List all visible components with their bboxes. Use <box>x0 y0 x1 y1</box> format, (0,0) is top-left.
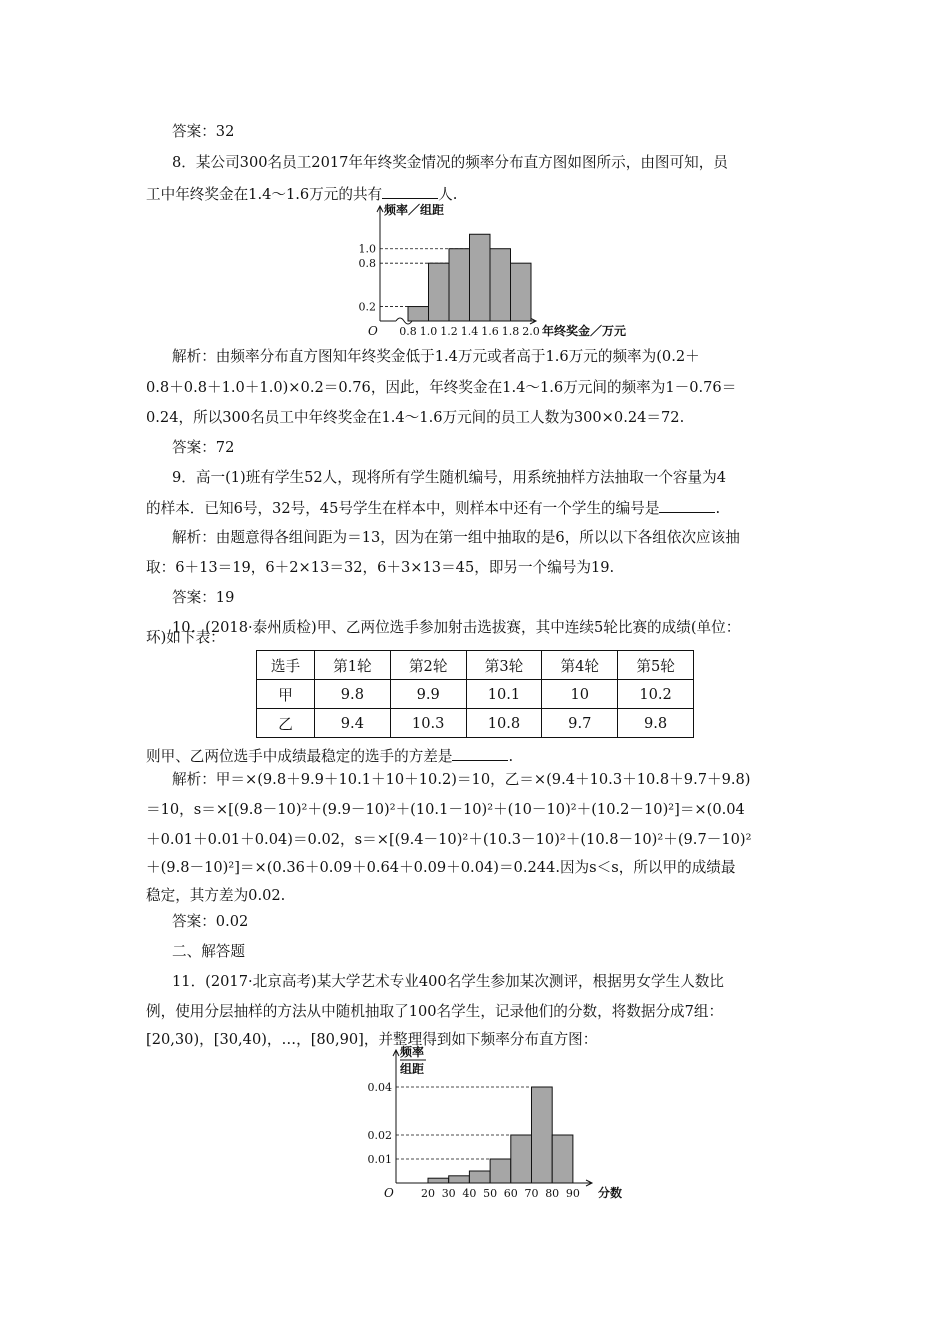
x-tick-label: 90 <box>565 1187 580 1200</box>
histogram-bar <box>511 1135 532 1183</box>
x-axis-title: 年终奖金／万元 <box>542 324 627 338</box>
histogram-bar <box>428 1178 449 1183</box>
solution-8-line-3: 0.24，所以300名员工中年终奖金在1.4～1.6万元间的员工人数为300×0.24＝72. <box>146 409 685 426</box>
x-tick-label: 20 <box>421 1187 435 1200</box>
question-10-line-3: 则甲、乙两位选手中成绩最稳定的选手的方差是 . <box>146 748 514 765</box>
question-10-line-1: 10．(2018·泰州质检)甲、乙两位选手参加射击选拔赛，其中连续5轮比赛的成绩(单位： <box>172 619 741 636</box>
origin-label: O <box>384 1186 394 1200</box>
table-row <box>257 680 694 709</box>
table-cell: 9.8 <box>618 709 694 738</box>
x-tick-label: 1.4 <box>460 325 479 338</box>
table-cell: 9.9 <box>390 680 466 709</box>
question-8-line-1: 8．某公司300名员工2017年年终奖金情况的频率分布直方图如图所示，由图可知，员 <box>172 154 728 171</box>
solution-10-line-2: ＝10，s＝×[(9.8－10)²＋(9.9－10)²＋(10.1－10)²＋(10－10)²＋(10.2－10)²]＝×(0.04 <box>146 801 745 818</box>
solution-10-line-1: 解析：甲＝×(9.8＋9.9＋10.1＋10＋10.2)＝10，乙＝×(9.4＋10.3＋10.8＋9.7＋9.8) <box>172 771 751 788</box>
histogram-bar <box>532 1087 553 1183</box>
table-cell: 9.4 <box>314 709 390 738</box>
answer-blank <box>452 746 508 761</box>
histogram-bar <box>490 1159 511 1183</box>
table-row <box>257 709 694 738</box>
score-table <box>256 650 694 738</box>
answer-blank <box>659 498 715 513</box>
y-axis-title: 频率／组距 <box>384 203 445 217</box>
x-tick-label: 30 <box>441 1187 456 1200</box>
y-tick-label: 0.02 <box>367 1129 392 1142</box>
table-cell: 10.3 <box>390 709 466 738</box>
question-11-line-1: 11．(2017·北京高考)某大学艺术专业400名学生参加某次测评，根据男女学生人数比 <box>172 973 724 990</box>
x-tick-label: 1.6 <box>481 325 499 338</box>
solution-10-line-5: 稳定，其方差为0.02. <box>146 887 286 904</box>
y-tick-label: 0.8 <box>358 257 376 271</box>
x-tick-label: 2.0 <box>522 325 540 338</box>
histogram-bar <box>490 249 511 321</box>
question-11-line-3: [20,30)，[30,40)，…，[80,90]，并整理得到如下频率分布直方图： <box>146 1031 598 1048</box>
question-9-line-2: 的样本．已知6号，32号，45号学生在样本中，则样本中还有一个学生的编号是 . <box>146 500 721 517</box>
table-cell: 9.8 <box>314 680 390 709</box>
section-heading-2: 二、解答题 <box>172 943 245 960</box>
x-tick-label: 1.0 <box>419 325 438 338</box>
table-cell: 乙 <box>257 709 315 738</box>
table-cell: 10 <box>542 680 618 709</box>
x-tick-label: 80 <box>545 1187 560 1200</box>
histogram-year-end-bonus <box>360 202 660 342</box>
answer-7: 答案：32 <box>172 123 235 140</box>
x-tick-label: 70 <box>524 1187 539 1200</box>
table-cell: 10.2 <box>618 680 694 709</box>
y-tick-label: 1.0 <box>358 242 376 256</box>
histogram-bar <box>552 1135 573 1183</box>
question-9-line-1: 9．高一(1)班有学生52人，现将所有学生随机编号，用系统抽样方法抽取一个容量为4 <box>172 469 727 486</box>
question-11-line-2: 例，使用分层抽样的方法从中随机抽取了100名学生，记录他们的分数，将数据分成7组： <box>146 1003 724 1020</box>
solution-10-line-3: ＋0.01＋0.01＋0.04)＝0.02，s＝×[(9.4－10)²＋(10.3－10)²＋(10.8－10)²＋(9.7－10)² <box>146 831 752 848</box>
question-8-line-2: 工中年终奖金在1.4～1.6万元的共有 人. <box>146 186 458 203</box>
answer-8: 答案：72 <box>172 439 235 456</box>
x-tick-label: 1.2 <box>440 325 458 338</box>
y-tick-label: 0.04 <box>367 1081 392 1094</box>
histogram-bar <box>429 263 450 321</box>
answer-10: 答案：0.02 <box>172 913 249 930</box>
histogram-bar <box>449 249 470 321</box>
table-cell: 10.8 <box>466 709 542 738</box>
x-tick-label: 0.8 <box>399 325 417 338</box>
question-10-line-2: 环)如下表： <box>146 629 225 646</box>
solution-10-line-4: ＋(9.8－10)²]＝×(0.36＋0.09＋0.64＋0.09＋0.04)＝0.244.因为s＜s，所以甲的成绩最 <box>146 859 736 876</box>
y-tick-label: 0.2 <box>358 300 376 314</box>
y-tick-label: 0.01 <box>367 1153 392 1166</box>
solution-9-line-2: 取：6＋13＝19，6＋2×13＝32，6＋3×13＝45，即另一个编号为19. <box>146 559 615 576</box>
table-cell: 第1轮 <box>314 651 390 680</box>
table-cell: 10.1 <box>466 680 542 709</box>
x-tick-label: 60 <box>503 1187 518 1200</box>
table-cell: 甲 <box>257 680 315 709</box>
table-cell: 第5轮 <box>618 651 694 680</box>
table-cell: 9.7 <box>542 709 618 738</box>
y-axis-title-bottom: 组距 <box>400 1062 425 1076</box>
answer-9: 答案：19 <box>172 589 235 606</box>
histogram-bar <box>469 1171 490 1183</box>
answer-blank <box>382 184 438 199</box>
histogram-bar <box>511 263 532 321</box>
table-cell: 选手 <box>257 651 315 680</box>
solution-9-line-1: 解析：由题意得各组间距为＝13，因为在第一组中抽取的是6，所以以下各组依次应该抽 <box>172 529 740 546</box>
x-axis-title: 分数 <box>598 1186 623 1200</box>
table-cell: 第3轮 <box>466 651 542 680</box>
x-tick-label: 1.8 <box>501 325 520 338</box>
histogram-bar <box>449 1176 470 1183</box>
solution-8-line-1: 解析：由频率分布直方图知年终奖金低于1.4万元或者高于1.6万元的频率为(0.2＋ <box>172 348 700 365</box>
solution-8-line-2: 0.8＋0.8＋1.0＋1.0)×0.2＝0.76，因此，年终奖金在1.4～1.6万元间的频率为1－0.76＝ <box>146 379 737 396</box>
table-header-row <box>257 651 694 680</box>
x-tick-label: 40 <box>462 1187 477 1200</box>
histogram-scores <box>360 1045 660 1200</box>
x-tick-label: 50 <box>483 1187 498 1200</box>
origin-label: O <box>368 324 378 338</box>
table-cell: 第2轮 <box>390 651 466 680</box>
y-axis-title-top: 频率 <box>400 1045 425 1059</box>
histogram-bar <box>470 234 491 321</box>
table-cell: 第4轮 <box>542 651 618 680</box>
histogram-bar <box>408 307 429 321</box>
